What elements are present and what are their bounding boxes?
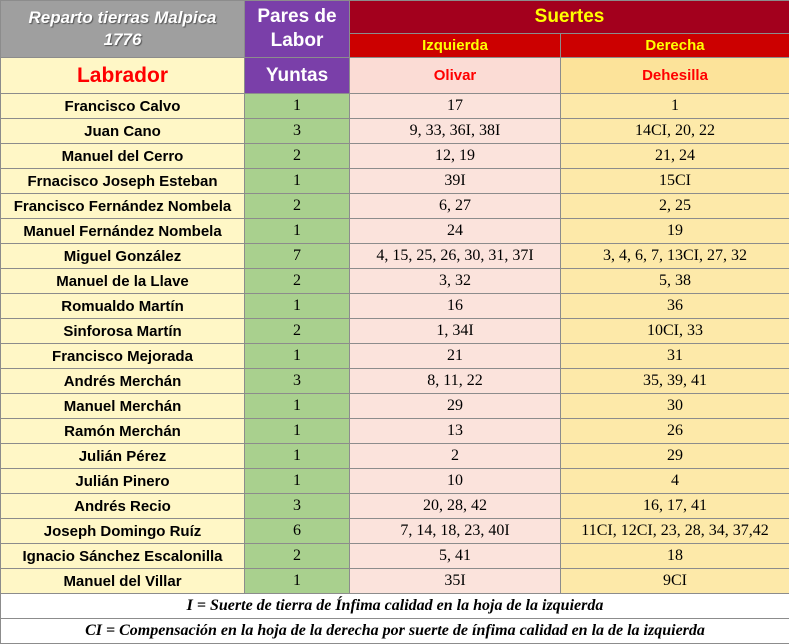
labrador-name-cell: Manuel de la Llave (1, 269, 245, 294)
table-row (1, 194, 789, 219)
labrador-name-cell: Andrés Recio (1, 494, 245, 519)
yuntas-cell: 1 (245, 444, 350, 469)
labrador-name-cell: Miguel González (1, 244, 245, 269)
derecha-cell: 15CI (561, 169, 789, 194)
table-row (1, 369, 789, 394)
derecha-cell: 14CI, 20, 22 (561, 119, 789, 144)
table-row (1, 519, 789, 544)
yuntas-header: Yuntas (245, 58, 350, 94)
dehesilla-header: Dehesilla (561, 58, 789, 94)
table-row (1, 94, 789, 119)
yuntas-cell: 2 (245, 269, 350, 294)
yuntas-cell: 1 (245, 569, 350, 594)
izquierda-cell: 1, 34I (350, 319, 561, 344)
izquierda-cell: 13 (350, 419, 561, 444)
footnote-ci: CI = Compensación en la hoja de la derecha por suerte de ínfima calidad en la de la izquierda (1, 619, 789, 644)
izquierda-cell: 16 (350, 294, 561, 319)
yuntas-cell: 3 (245, 119, 350, 144)
derecha-header: Derecha (561, 34, 789, 58)
derecha-cell: 35, 39, 41 (561, 369, 789, 394)
izquierda-cell: 8, 11, 22 (350, 369, 561, 394)
labrador-name-cell: Frnacisco Joseph Esteban (1, 169, 245, 194)
izquierda-cell: 35I (350, 569, 561, 594)
yuntas-cell: 2 (245, 144, 350, 169)
izquierda-cell: 2 (350, 444, 561, 469)
table-title-line1: Reparto tierras Malpica (28, 8, 217, 27)
izquierda-cell: 39I (350, 169, 561, 194)
yuntas-cell: 1 (245, 294, 350, 319)
yuntas-cell: 2 (245, 544, 350, 569)
table-row (1, 419, 789, 444)
footnote-i: I = Suerte de tierra de Ínfima calidad en la hoja de la izquierda (1, 594, 789, 619)
izquierda-cell: 4, 15, 25, 26, 30, 31, 37I (350, 244, 561, 269)
derecha-cell: 19 (561, 219, 789, 244)
table-row (1, 544, 789, 569)
yuntas-cell: 6 (245, 519, 350, 544)
izquierda-cell: 7, 14, 18, 23, 40I (350, 519, 561, 544)
derecha-cell: 29 (561, 444, 789, 469)
labrador-name-cell: Juan Cano (1, 119, 245, 144)
derecha-cell: 9CI (561, 569, 789, 594)
labrador-name-cell: Sinforosa Martín (1, 319, 245, 344)
izquierda-cell: 21 (350, 344, 561, 369)
labrador-name-cell: Manuel del Cerro (1, 144, 245, 169)
pares-de-labor-header (245, 1, 350, 58)
labrador-name-cell: Manuel Fernández Nombela (1, 219, 245, 244)
derecha-cell: 5, 38 (561, 269, 789, 294)
derecha-cell: 4 (561, 469, 789, 494)
izquierda-cell: 29 (350, 394, 561, 419)
labrador-name-cell: Romualdo Martín (1, 294, 245, 319)
labrador-header: Labrador (1, 58, 245, 94)
izquierda-cell: 12, 19 (350, 144, 561, 169)
labrador-name-cell: Francisco Fernández Nombela (1, 194, 245, 219)
derecha-cell: 2, 25 (561, 194, 789, 219)
derecha-cell: 3, 4, 6, 7, 13CI, 27, 32 (561, 244, 789, 269)
izquierda-cell: 6, 27 (350, 194, 561, 219)
olivar-header: Olivar (350, 58, 561, 94)
table-title (1, 1, 245, 58)
izquierda-cell: 9, 33, 36I, 38I (350, 119, 561, 144)
table-row (1, 294, 789, 319)
labrador-name-cell: Joseph Domingo Ruíz (1, 519, 245, 544)
izquierda-cell: 17 (350, 94, 561, 119)
labrador-name-cell: Francisco Mejorada (1, 344, 245, 369)
yuntas-cell: 1 (245, 169, 350, 194)
yuntas-cell: 1 (245, 469, 350, 494)
izquierda-header: Izquierda (350, 34, 561, 58)
pares-header-line2: Labor (270, 30, 324, 51)
yuntas-cell: 1 (245, 219, 350, 244)
yuntas-cell: 2 (245, 194, 350, 219)
table-title-line2: 1776 (103, 30, 142, 49)
izquierda-cell: 20, 28, 42 (350, 494, 561, 519)
izquierda-cell: 3, 32 (350, 269, 561, 294)
labrador-name-cell: Francisco Calvo (1, 94, 245, 119)
yuntas-cell: 1 (245, 344, 350, 369)
table-row (1, 569, 789, 594)
table-row (1, 119, 789, 144)
labrador-name-cell: Julián Pinero (1, 469, 245, 494)
derecha-cell: 11CI, 12CI, 23, 28, 34, 37,42 (561, 519, 789, 544)
table-row (1, 244, 789, 269)
izquierda-cell: 10 (350, 469, 561, 494)
izquierda-cell: 5, 41 (350, 544, 561, 569)
table-row (1, 319, 789, 344)
suertes-header: Suertes (350, 1, 789, 34)
table-row (1, 394, 789, 419)
yuntas-cell: 1 (245, 94, 350, 119)
pares-header-line1: Pares de (257, 6, 337, 27)
yuntas-cell: 3 (245, 369, 350, 394)
table-row (1, 469, 789, 494)
labrador-name-cell: Manuel del Villar (1, 569, 245, 594)
derecha-cell: 18 (561, 544, 789, 569)
labrador-name-cell: Ramón Merchán (1, 419, 245, 444)
labrador-name-cell: Ignacio Sánchez Escalonilla (1, 544, 245, 569)
derecha-cell: 21, 24 (561, 144, 789, 169)
labrador-name-cell: Andrés Merchán (1, 369, 245, 394)
labrador-name-cell: Manuel Merchán (1, 394, 245, 419)
derecha-cell: 36 (561, 294, 789, 319)
derecha-cell: 10CI, 33 (561, 319, 789, 344)
derecha-cell: 26 (561, 419, 789, 444)
derecha-cell: 30 (561, 394, 789, 419)
table-row (1, 219, 789, 244)
table-row (1, 444, 789, 469)
derecha-cell: 1 (561, 94, 789, 119)
table-row (1, 169, 789, 194)
labrador-name-cell: Julián Pérez (1, 444, 245, 469)
derecha-cell: 16, 17, 41 (561, 494, 789, 519)
table-row (1, 344, 789, 369)
table-row (1, 269, 789, 294)
yuntas-cell: 3 (245, 494, 350, 519)
yuntas-cell: 1 (245, 394, 350, 419)
yuntas-cell: 2 (245, 319, 350, 344)
yuntas-cell: 7 (245, 244, 350, 269)
table-row (1, 144, 789, 169)
yuntas-cell: 1 (245, 419, 350, 444)
table-row (1, 494, 789, 519)
izquierda-cell: 24 (350, 219, 561, 244)
derecha-cell: 31 (561, 344, 789, 369)
